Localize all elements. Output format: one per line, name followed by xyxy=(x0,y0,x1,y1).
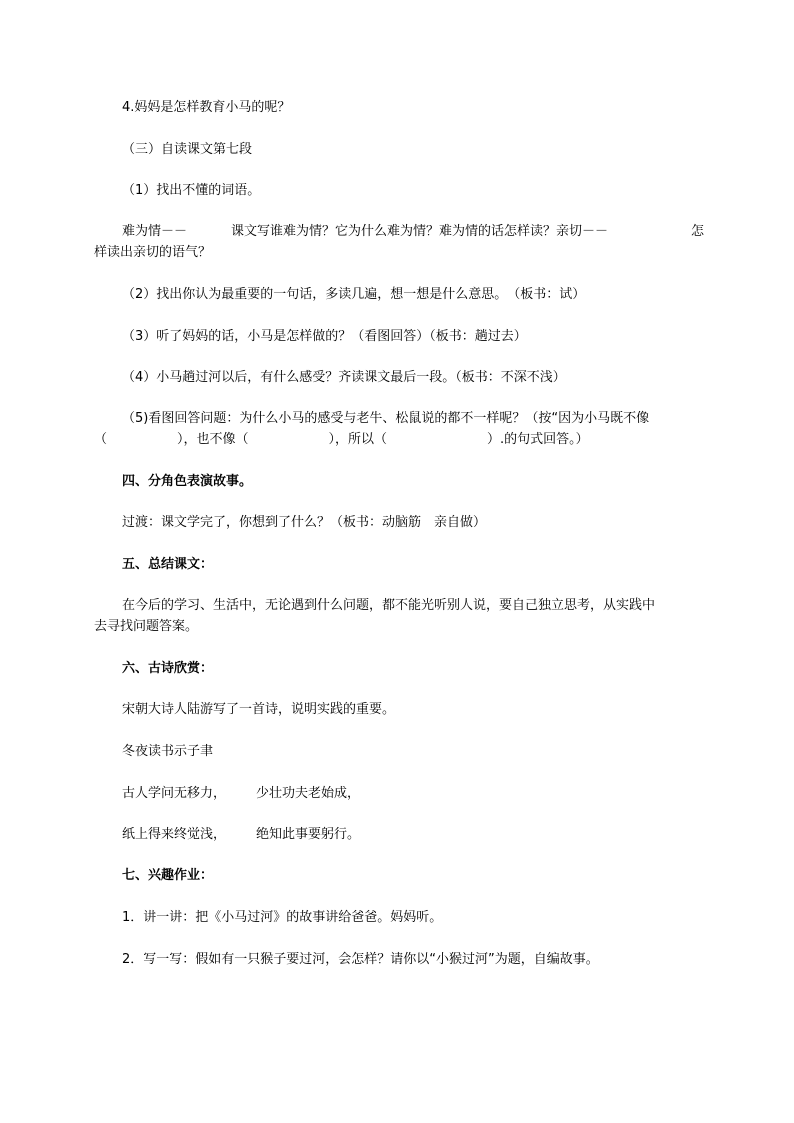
step-5: （5)看图回答问题：为什么小马的感受与老牛、松鼠说的都不一样呢？（按“因为小马既不像 xyxy=(122,411,650,426)
vocab-line xyxy=(122,222,704,242)
poem-intro: 宋朝大诗人陆游写了一首诗，说明实践的重要。 xyxy=(122,702,396,717)
section-6-heading: 六、古诗欣赏： xyxy=(122,661,214,676)
section-7-heading: 七、兴趣作业： xyxy=(122,868,214,883)
vocab-line-continued: 样读出亲切的语气？ xyxy=(94,245,212,260)
poem-verse-1: 古人学问无移力， xyxy=(122,786,227,801)
blank-3-open: ），所以（ xyxy=(328,432,388,447)
poem-verse-4: 绝知此事要躬行。 xyxy=(256,827,361,842)
step-5-continued xyxy=(94,430,589,450)
transition-line: 过渡：课文学完了，你想到了什么？（板书：动脑筋 亲自做） xyxy=(122,515,487,530)
blank-2-open: ），也不像（ xyxy=(177,432,249,447)
homework-1: 1．讲一讲：把《小马过河》的故事讲给爸爸。妈妈听。 xyxy=(122,910,443,925)
section-5-heading: 五、总结课文： xyxy=(122,557,214,572)
homework-2: 2．写一写：假如有一只猴子要过河，会怎样？请你以“小猴过河”为题，自编故事。 xyxy=(122,952,599,967)
question-4: 4.妈妈是怎样教育小马的呢？ xyxy=(122,100,291,115)
poem-line-2 xyxy=(122,825,360,845)
blank-1-open: （ xyxy=(94,432,108,447)
summary-line-2: 去寻找问题答案。 xyxy=(94,619,199,634)
step-1: （1）找出不懂的词语。 xyxy=(122,183,261,198)
poem-title: 冬夜读书示子聿 xyxy=(122,744,214,759)
poem-line-1 xyxy=(122,784,360,804)
vocab-term: 难为情－－ xyxy=(122,224,188,239)
vocab-questions: 课文写谁难为情？它为什么难为情？难为情的话怎样读？亲切－－ xyxy=(231,224,609,239)
sentence-pattern-end: ）.的句式回答。） xyxy=(487,432,589,447)
section-3-heading: （三）自读课文第七段 xyxy=(122,142,253,157)
vocab-wrap-start: 怎 xyxy=(690,224,704,239)
poem-verse-3: 纸上得来终觉浅， xyxy=(122,827,227,842)
step-4: （4）小马趟过河以后，有什么感受？齐读课文最后一段。（板书：不深不浅） xyxy=(122,370,566,385)
summary-line-1: 在今后的学习、生活中，无论遇到什么问题，都不能光听别人说，要自己独立思考，从实践中 xyxy=(122,598,656,613)
step-3: （3）听了妈妈的话，小马是怎样做的？（看图回答）（板书：趟过去） xyxy=(122,329,527,344)
step-2: （2）找出你认为最重要的一句话，多读几遍，想一想是什么意思。 （板书：试） xyxy=(122,287,586,302)
section-4-heading: 四、分角色表演故事。 xyxy=(122,474,253,489)
poem-verse-2: 少壮功夫老始成， xyxy=(256,786,361,801)
